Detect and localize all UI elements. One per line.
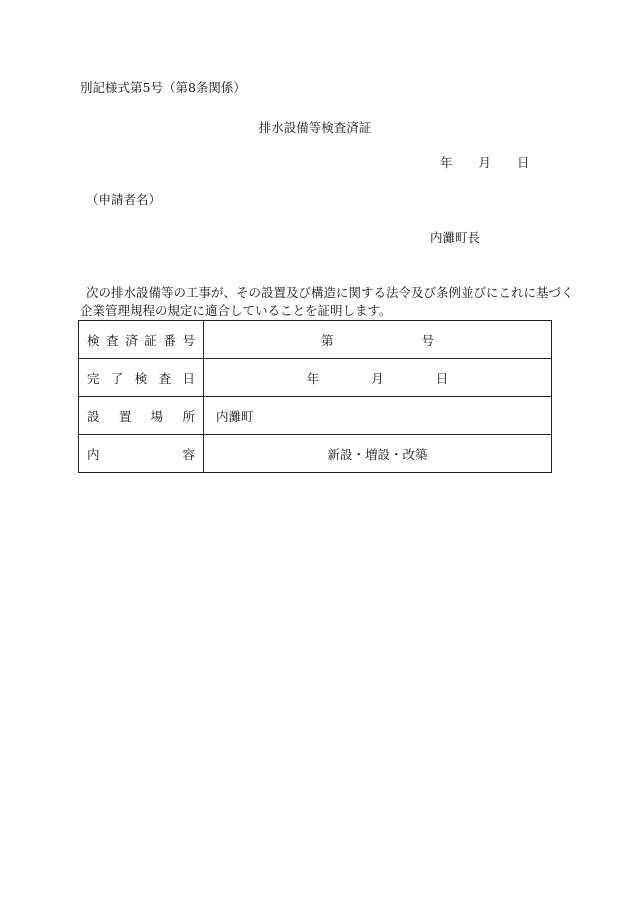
value-location: 内灘町	[204, 397, 552, 435]
table-row	[79, 435, 552, 473]
issuer-name: 内灘町長	[430, 230, 481, 245]
certificate-body-line1: 次の排水設備等の工事が、その設置及び構造に関する法令及び条例並びにこれに基づく	[86, 285, 574, 300]
value-completion-date: 年 月 日	[204, 359, 552, 397]
issue-date-month: 月	[478, 155, 492, 170]
table-row	[79, 321, 552, 359]
value-contents: 新設・増設・改築	[204, 435, 552, 473]
value-certificate-number: 第 号	[204, 321, 552, 359]
table-row	[79, 359, 552, 397]
issue-date	[440, 155, 530, 171]
issue-date-year: 年	[440, 155, 453, 170]
applicant-name-label: （申請者名）	[86, 192, 162, 207]
label-certificate-number: 検 査 済 証 番 号	[79, 321, 204, 359]
label-completion-date: 完 了 検 査 日	[79, 359, 204, 397]
table-row	[79, 397, 552, 435]
label-contents: 内 容	[79, 435, 204, 473]
document-title: 排水設備等検査済証	[258, 120, 372, 135]
certificate-info-table	[78, 320, 552, 473]
certificate-body-line2: 企業管理規程の規定に適合していることを証明します。	[80, 303, 392, 318]
certificate-body	[80, 285, 574, 319]
issue-date-day: 日	[517, 155, 530, 170]
form-reference: 別記様式第5号（第8条関係）	[80, 80, 246, 95]
label-location: 設 置 場 所	[79, 397, 204, 435]
